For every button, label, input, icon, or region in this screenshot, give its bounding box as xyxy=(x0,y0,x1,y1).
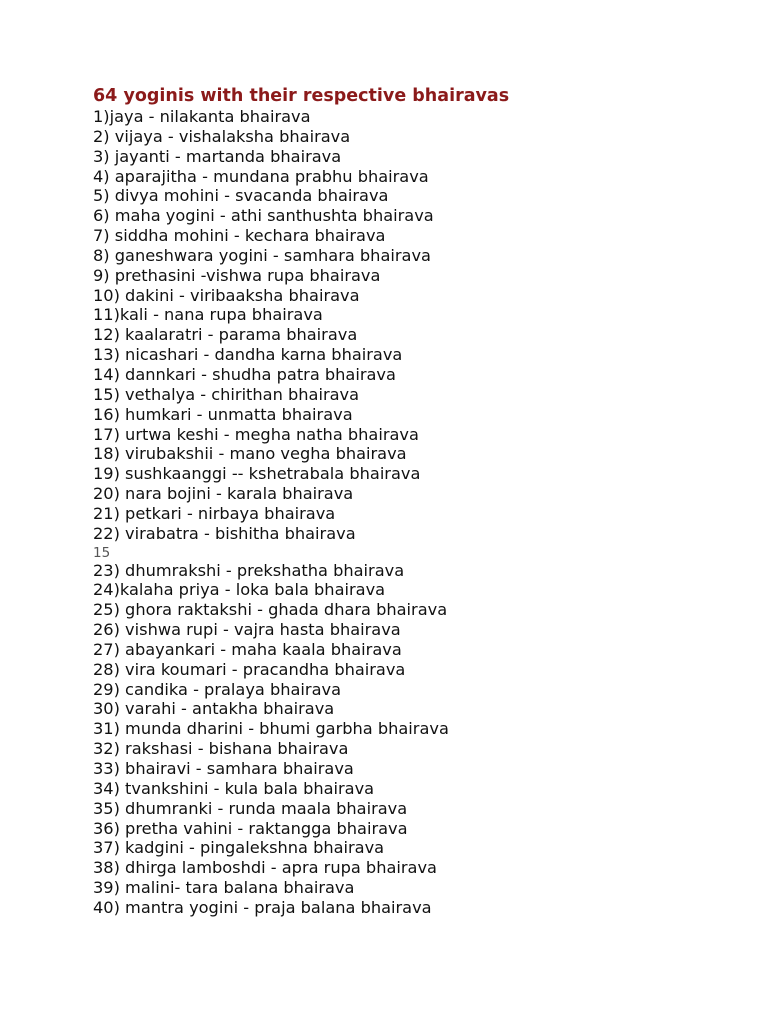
list-item: 34) tvankshini - kula bala bhairava xyxy=(93,778,375,798)
list-item: 10) dakini - viribaaksha bhairava xyxy=(93,285,360,305)
list-item: 7) siddha mohini - kechara bhairava xyxy=(93,226,386,246)
list-item: 27) abayankari - maha kaala bhairava xyxy=(93,639,402,659)
page-number: 15 xyxy=(93,544,111,561)
list-item: 28) vira koumari - pracandha bhairava xyxy=(93,659,406,679)
document-title: 64 yoginis with their respective bhairavas xyxy=(93,86,510,106)
list-item: 20) nara bojini - karala bhairava xyxy=(93,484,354,504)
list-item: 1)jaya - nilakanta bhairava xyxy=(93,107,311,126)
list-item: 17) urtwa keshi - megha natha bhairava xyxy=(93,424,419,444)
list-item: 3) jayanti - martanda bhairava xyxy=(93,146,342,166)
list-item: 31) munda dharini - bhumi garbha bhairava xyxy=(93,719,449,739)
list-item: 21) petkari - nirbaya bhairava xyxy=(93,503,336,523)
list-item: 8) ganeshwara yogini - samhara bhairava xyxy=(93,245,431,265)
list-item: 36) pretha vahini - raktangga bhairava xyxy=(93,818,408,838)
list-item: 6) maha yogini - athi santhushta bhairava xyxy=(93,206,434,226)
list-item: 12) kaalaratri - parama bhairava xyxy=(93,325,358,345)
list-item: 4) aparajitha - mundana prabhu bhairava xyxy=(93,166,429,186)
document-page xyxy=(93,85,753,918)
list-item: 32) rakshasi - bishana bhairava xyxy=(93,739,349,759)
list-item: 2) vijaya - vishalaksha bhairava xyxy=(93,126,351,146)
list-item: 24)kalaha priya - loka bala bhairava xyxy=(93,580,386,600)
list-item: 38) dhirga lamboshdi - apra rupa bhairava xyxy=(93,858,437,878)
list-item: 26) vishwa rupi - vajra hasta bhairava xyxy=(93,620,401,640)
list-item: 11)kali - nana rupa bhairava xyxy=(93,305,323,325)
list-item: 23) dhumrakshi - prekshatha bhairava xyxy=(93,560,405,580)
list-item: 37) kadgini - pingalekshna bhairava xyxy=(93,838,385,858)
list-item: 33) bhairavi - samhara bhairava xyxy=(93,759,354,778)
yogini-list-part-2 xyxy=(93,561,753,918)
list-item: 13) nicashari - dandha karna bhairava xyxy=(93,345,403,365)
list-item: 30) varahi - antakha bhairava xyxy=(93,699,335,719)
list-item: 40) mantra yogini - praja balana bhairava xyxy=(93,897,432,917)
list-item: 9) prethasini -vishwa rupa bhairava xyxy=(93,265,381,285)
list-item: 18) virubakshii - mano vegha bhairava xyxy=(93,444,407,464)
list-item: 29) candika - pralaya bhairava xyxy=(93,679,341,699)
yogini-list-part-1 xyxy=(93,107,753,544)
list-item: 35) dhumranki - runda maala bhairava xyxy=(93,798,408,818)
list-item: 16) humkari - unmatta bhairava xyxy=(93,404,353,424)
list-item: 19) sushkaanggi -- kshetrabala bhairava xyxy=(93,464,421,484)
list-item: 22) virabatra - bishitha bhairava xyxy=(93,523,356,543)
list-item: 25) ghora raktakshi - ghada dhara bhairava xyxy=(93,600,448,620)
list-item: 14) dannkari - shudha patra bhairava xyxy=(93,364,396,384)
list-item: 39) malini- tara balana bhairava xyxy=(93,878,355,898)
list-item: 5) divya mohini - svacanda bhairava xyxy=(93,186,389,206)
list-item: 15) vethalya - chirithan bhairava xyxy=(93,384,360,404)
